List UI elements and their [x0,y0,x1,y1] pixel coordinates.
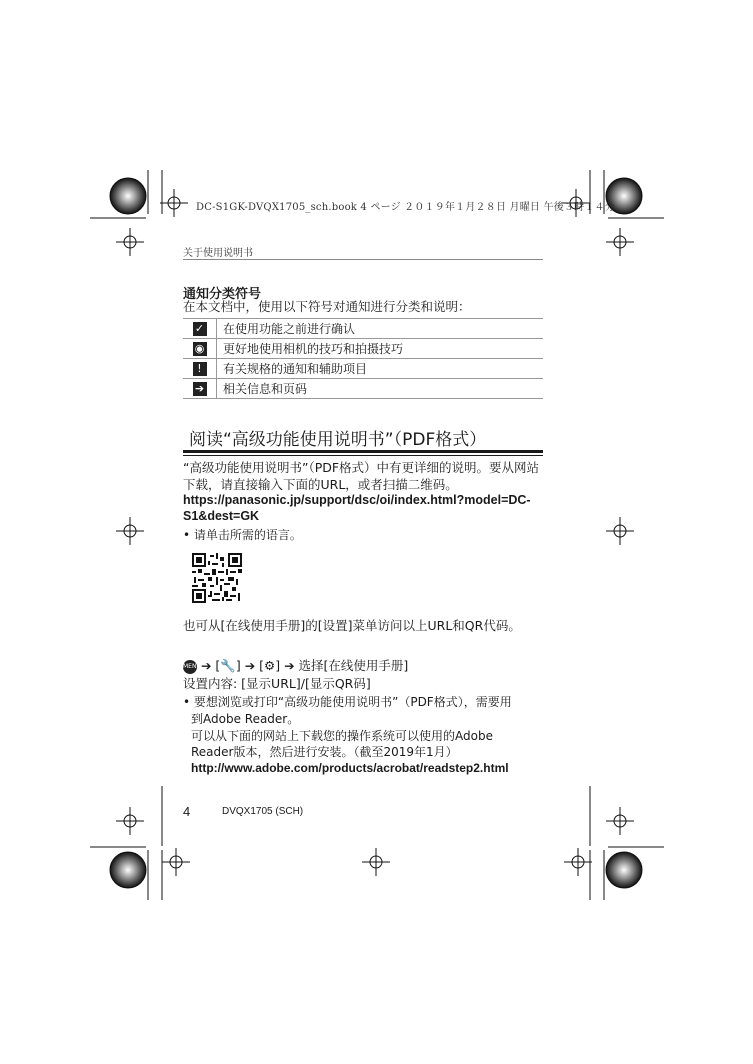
settings-line: 设置内容: [显示URL]/[显示QR码] [183,676,371,691]
table-row [183,319,543,339]
symbol-desc: 在使用功能之前进行确认 [217,319,544,339]
note-icon: ! [193,362,207,376]
language-note: • 请单击所需的语言。 [183,528,302,542]
adobe-note-line: Reader版本，然后进行安装。（截至2019年1月） [191,745,458,759]
crosshair-icon [606,228,634,256]
menu-access-paragraph: 也可从[在线使用手册]的[设置]菜单访问以上URL和QR代码。 [183,618,521,633]
page-header: 关于使用说明书 [183,248,253,259]
registration-star-icon [110,178,146,214]
notice-section-desc: 在本文档中，使用以下符号对通知进行分类和说明： [183,299,471,314]
crosshair-icon [606,517,634,545]
manual-url-line2[interactable]: S1&dest=GK [183,509,260,523]
registration-star-icon [110,852,146,888]
qr-code-icon [192,553,242,603]
table-row [183,359,543,379]
table-row [183,339,543,359]
adobe-note-line: 到Adobe Reader。 [191,712,300,726]
crosshair-icon [606,807,634,835]
crosshair-icon [160,189,188,217]
menu-button-icon: MENU [183,660,197,674]
crosshair-icon [564,848,592,876]
check-icon: ✓ [193,322,207,336]
adobe-note-line: 可以从下面的网站上下载您的操作系统可以使用的Adobe [191,729,493,743]
crosshair-icon [116,228,144,256]
symbol-desc: 更好地使用相机的技巧和拍摄技巧 [217,339,544,359]
crosshair-icon [116,517,144,545]
adobe-note-line: • 要想浏览或打印“高级功能使用说明书”（PDF格式），需要用 [183,695,512,709]
notice-section-title: 通知分类符号 [183,287,262,302]
symbol-desc: 相关信息和页码 [217,379,544,399]
print-slug-line: DC-S1GK-DVQX1705_sch.book 4 ページ ２０１９年１月２８日 月曜日 午後３時１４分 [196,202,615,213]
pdf-section-heading: 阅读“高级功能使用说明书”（PDF格式） [189,430,487,450]
header-divider [183,259,543,260]
registration-star-icon [606,852,642,888]
heading-rule [183,450,543,453]
adobe-url[interactable]: http://www.adobe.com/products/acrobat/readstep2.html [191,761,509,775]
heading-rule [183,455,543,456]
document-code: DVQX1705 (SCH) [222,806,304,817]
pdf-intro-paragraph: “高级功能使用说明书”（PDF格式）中有更详细的说明。要从网站下载，请直接输入下面的URL，或者扫描二维码。 [183,460,540,492]
crosshair-icon [162,848,190,876]
manual-url-line1[interactable]: https://panasonic.jp/support/dsc/oi/index.html?model=DC- [183,493,531,507]
symbol-table [183,318,543,399]
table-row [183,379,543,399]
crosshair-icon [362,848,390,876]
arrow-icon: ➔ [193,382,207,396]
menu-path-line [183,657,545,674]
crosshair-icon [116,807,144,835]
page-number: 4 [183,804,191,819]
tip-bulb-icon: ◉ [193,342,207,356]
symbol-desc: 有关规格的通知和辅助项目 [217,359,544,379]
menu-path: ➔ [🔧] ➔ [⚙] ➔ 选择[在线使用手册] [200,658,409,673]
